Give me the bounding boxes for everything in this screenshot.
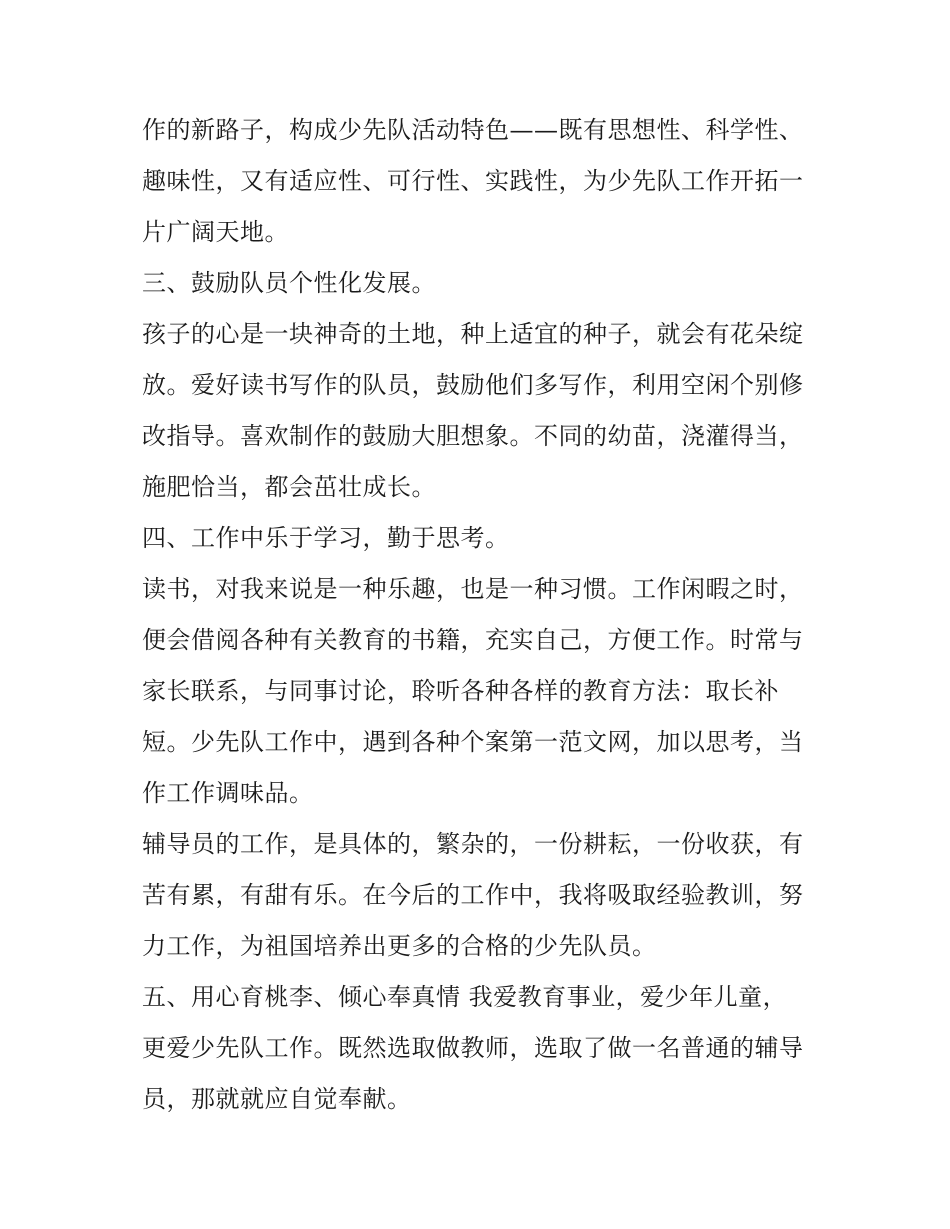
text-line: 读书，对我来说是一种乐趣，也是一种习惯。工作闲暇之时， — [142, 575, 804, 603]
text-line: 作的新路子，构成少先队活动特色——既有思想性、科学性、 — [142, 116, 804, 144]
text-line: 辅导员的工作，是具体的，繁杂的，一份耕耘，一份收获，有 — [142, 830, 804, 858]
text-line: 施肥恰当，都会茁壮成长。 — [142, 473, 436, 501]
text-line: 孩子的心是一块神奇的土地，种上适宜的种子，就会有花朵绽 — [142, 320, 804, 348]
text-line: 更爱少先队工作。既然选取做教师，选取了做一名普通的辅导 — [142, 1034, 804, 1062]
section-heading: 四、工作中乐于学习，勤于思考。 — [142, 524, 510, 552]
text-line: 短。少先队工作中，遇到各种个案第一范文网，加以思考，当 — [142, 728, 804, 756]
text-line: 力工作，为祖国培养出更多的合格的少先队员。 — [142, 932, 657, 960]
text-line: 改指导。喜欢制作的鼓励大胆想象。不同的幼苗，浇灌得当， — [142, 422, 804, 450]
text-line: 苦有累，有甜有乐。在今后的工作中，我将吸取经验教训，努 — [142, 881, 804, 909]
text-line: 片广阔天地。 — [142, 218, 289, 246]
text-line: 员，那就就应自觉奉献。 — [142, 1085, 412, 1113]
text-line: 便会借阅各种有关教育的书籍，充实自己，方便工作。时常与 — [142, 626, 804, 654]
text-line: 趣味性，又有适应性、可行性、实践性，为少先队工作开拓一 — [142, 167, 804, 195]
text-line: 作工作调味品。 — [142, 779, 314, 807]
section-heading: 三、鼓励队员个性化发展。 — [142, 269, 436, 297]
text-line: 家长联系，与同事讨论，聆听各种各样的教育方法：取长补 — [142, 677, 779, 705]
section-heading: 五、用心育桃李、倾心奉真情 我爱教育事业，爱少年儿童， — [142, 983, 788, 1011]
text-line: 放。爱好读书写作的队员，鼓励他们多写作，利用空闲个别修 — [142, 371, 804, 399]
